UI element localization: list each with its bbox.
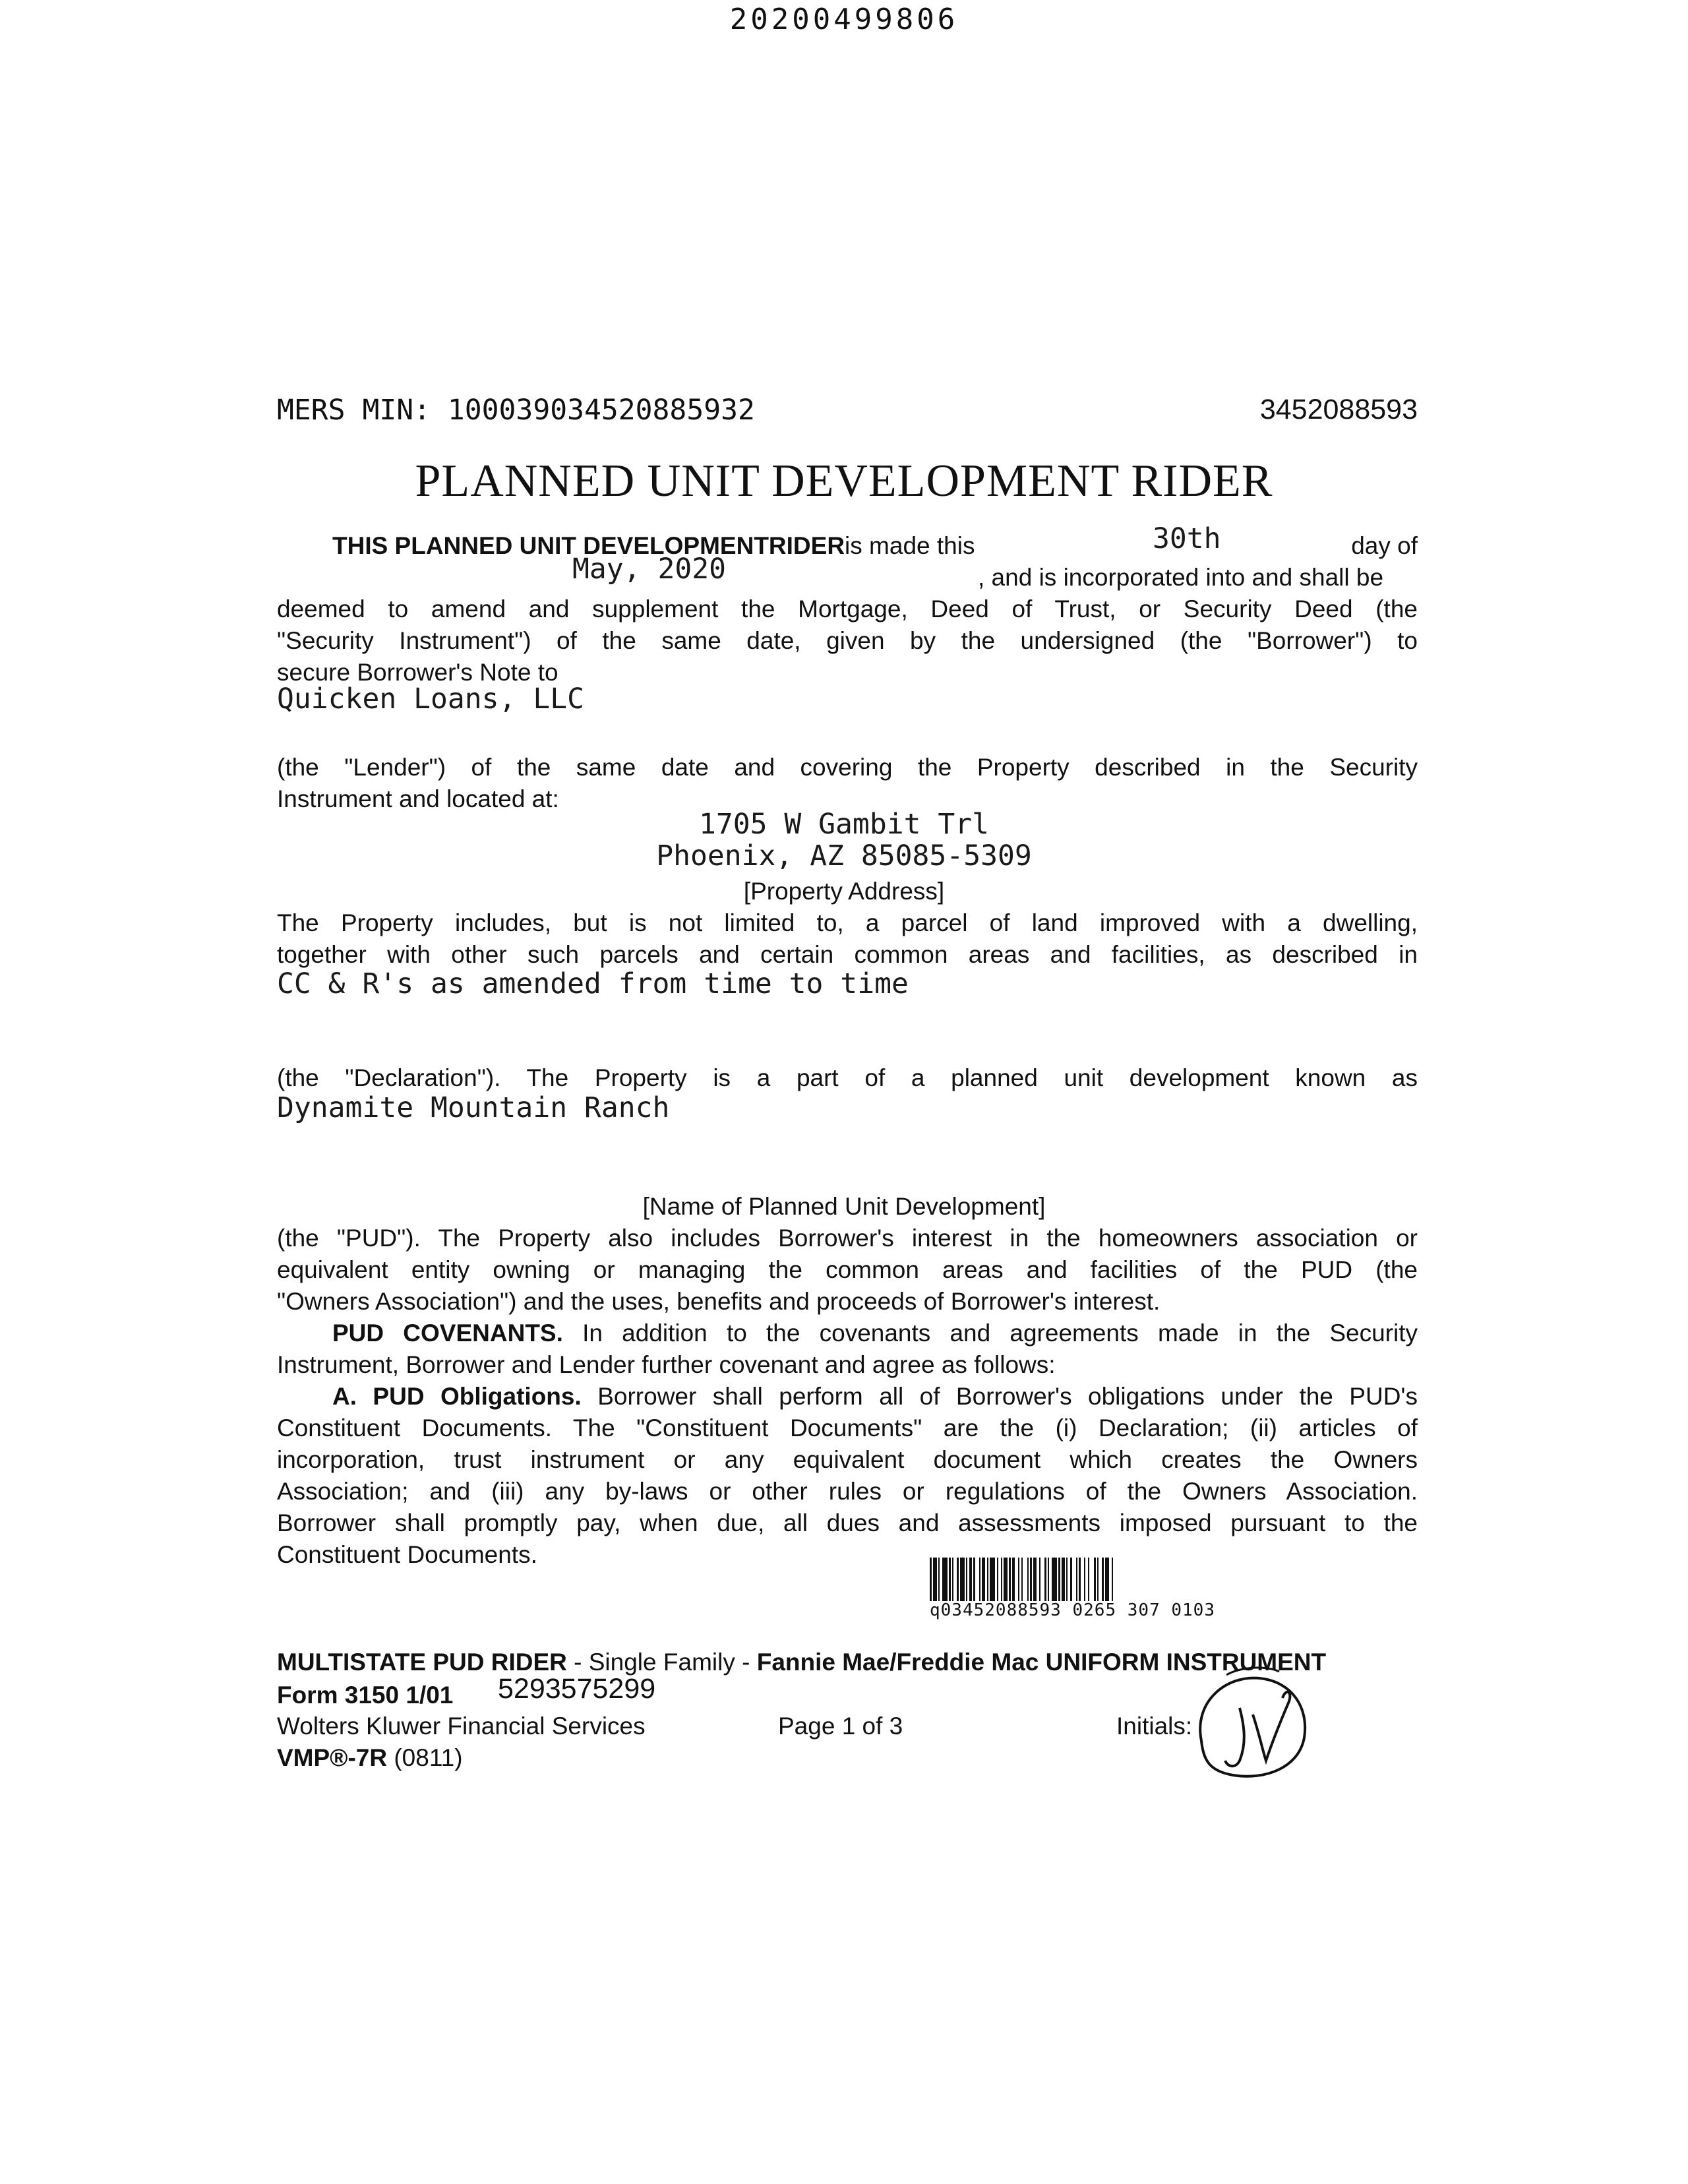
barcode-bar — [1033, 1558, 1037, 1601]
barcode-bar — [966, 1558, 967, 1601]
covenants-heading: PUD COVENANTS. — [332, 1320, 563, 1347]
barcode-bar — [1001, 1558, 1002, 1601]
property-desc-line-1: The Property includes, but is not limited to, a parcel of land improved with a dwelling, — [277, 909, 1418, 936]
barcode-bar — [960, 1558, 965, 1601]
obligations-line-5: Borrower shall promptly pay, when due, all dues and assessments imposed pursuant to the — [277, 1509, 1418, 1536]
barcode-bar — [1009, 1558, 1011, 1601]
intro-lead-rest: is made this — [845, 532, 975, 559]
barcode-bar — [1030, 1558, 1032, 1601]
month-year-value: May, 2020 — [572, 553, 726, 586]
intro-line-3: deemed to amend and supplement the Mortgage, Deed of Trust, or Security Deed (the — [277, 595, 1418, 622]
property-desc-line-5: equivalent entity owning or managing the common areas and facilities of the PUD (the — [277, 1256, 1418, 1283]
covenants-line-1 — [332, 1318, 1418, 1349]
covenants-line-1-rest: In addition to the covenants and agreements made in the Security — [582, 1320, 1418, 1347]
barcode-bar — [938, 1558, 940, 1601]
barcode-bar — [1097, 1558, 1099, 1601]
barcode-bar — [942, 1558, 948, 1601]
barcode-graphic — [930, 1558, 1385, 1601]
covenants-line-2: Instrument, Borrower and Lender further covenant and agree as follows: — [277, 1351, 1056, 1378]
vmp-rest: (0811) — [387, 1744, 463, 1771]
barcode-bar — [1021, 1558, 1023, 1601]
barcode-bar — [1076, 1558, 1077, 1601]
lender-name: Quicken Loans, LLC — [277, 682, 584, 715]
barcode-bar — [1004, 1558, 1008, 1601]
property-address-caption: [Property Address] — [743, 878, 945, 905]
form-label — [277, 1682, 453, 1709]
barcode-bar — [949, 1558, 951, 1601]
barcode-bar — [1112, 1558, 1113, 1601]
vmp-bold: VMP®-7R — [277, 1744, 388, 1771]
pud-name-caption: [Name of Planned Unit Development] — [642, 1193, 1046, 1220]
day-value: 30th — [1153, 522, 1221, 555]
barcode-bar — [957, 1558, 959, 1601]
initials-signature-icon — [1187, 1662, 1319, 1790]
barcode-bar — [1070, 1558, 1072, 1601]
mers-min: MERS MIN: 100039034520885932 — [277, 394, 755, 427]
property-address-line-2: Phoenix, AZ 85085-5309 — [656, 839, 1032, 872]
barcode-bar — [997, 1558, 998, 1601]
barcode-bar — [987, 1558, 988, 1601]
footer-rider-mid: - Single Family - — [566, 1649, 757, 1676]
form-number: 5293575299 — [498, 1673, 656, 1705]
loan-number: 3452088593 — [1259, 394, 1418, 425]
obligations-line-1 — [332, 1381, 1418, 1412]
barcode-bar — [973, 1558, 975, 1601]
obligations-line-3: incorporation, trust instrument or any equivalent document which creates the Owners — [277, 1446, 1418, 1473]
barcode-bar — [952, 1558, 953, 1601]
barcode-bar — [1012, 1558, 1015, 1601]
pud-name: Dynamite Mountain Ranch — [277, 1091, 670, 1124]
barcode-bar — [1048, 1558, 1049, 1601]
barcode-bar — [1058, 1558, 1060, 1601]
declaration-value: CC & R's as amended from time to time — [277, 967, 909, 1000]
barcode-bar — [1039, 1558, 1040, 1601]
intro-line-6: (the "Lender") of the same date and covering the Property described in the Security — [277, 754, 1418, 781]
barcode-bar — [1027, 1558, 1029, 1601]
barcode-bar — [1084, 1558, 1085, 1601]
barcode-bar — [1062, 1558, 1065, 1601]
footer-rider-line — [277, 1649, 1326, 1676]
barcode-bar — [990, 1558, 995, 1601]
barcode-bar — [1018, 1558, 1019, 1601]
property-desc-line-4: (the "PUD"). The Property also includes Borrower's interest in the homeowners association or — [277, 1225, 1418, 1252]
barcode-text: q03452088593 0265 307 0103 — [930, 1600, 1215, 1620]
barcode-bar — [982, 1558, 985, 1601]
initials-label: Initials: — [1116, 1713, 1193, 1740]
barcode — [930, 1558, 1385, 1604]
document-title: PLANNED UNIT DEVELOPMENT RIDER — [415, 456, 1273, 506]
publisher: Wolters Kluwer Financial Services — [277, 1713, 646, 1740]
intro-line-5: secure Borrower's Note to — [277, 659, 558, 686]
barcode-bar — [1079, 1558, 1081, 1601]
incorporated-text: , and is incorporated into and shall be — [978, 564, 1384, 591]
obligations-line-6: Constituent Documents. — [277, 1541, 537, 1568]
footer-rider-bold: MULTISTATE PUD RIDER — [277, 1649, 567, 1676]
obligations-line-4: Association; and (iii) any by-laws or other rules or regulations of the Owners Association. — [277, 1478, 1418, 1505]
footer-rider-uniform: Fannie Mae/Freddie Mac UNIFORM INSTRUMENT — [756, 1649, 1327, 1676]
day-of-label: day of — [1351, 532, 1418, 559]
barcode-bar — [1094, 1558, 1096, 1601]
form-label-text: Form 3150 1/01 — [277, 1682, 454, 1709]
property-desc-line-2: together with other such parcels and certain common areas and facilities, as described in — [277, 941, 1418, 968]
intro-lead-bold: THIS PLANNED UNIT DEVELOPMENTRIDER — [332, 532, 845, 559]
vmp-code — [277, 1744, 463, 1772]
barcode-bar — [969, 1558, 972, 1601]
barcode-bar — [1044, 1558, 1046, 1601]
barcode-bar — [1052, 1558, 1057, 1601]
barcode-bar — [1066, 1558, 1068, 1601]
barcode-bar — [979, 1558, 980, 1601]
obligations-heading: A. PUD Obligations. — [332, 1383, 582, 1410]
property-desc-line-6: "Owners Association") and the uses, benefits and proceeds of Borrower's interest. — [277, 1288, 1160, 1315]
barcode-bar — [930, 1558, 932, 1601]
obligations-line-1-rest: Borrower shall perform all of Borrower's obligations under the PUD's — [597, 1383, 1418, 1410]
barcode-bar — [1088, 1558, 1089, 1601]
barcode-bar — [1105, 1558, 1109, 1601]
intro-line-7: Instrument and located at: — [277, 785, 559, 812]
page-number: Page 1 of 3 — [778, 1713, 903, 1740]
obligations-line-2: Constituent Documents. The "Constituent Documents" are the (i) Declaration; (ii) articles of — [277, 1414, 1418, 1441]
intro-line-4: "Security Instrument") of the same date, given by the undersigned (the "Borrower") to — [277, 627, 1418, 654]
barcode-bar — [1102, 1558, 1104, 1601]
property-desc-line-3: (the "Declaration"). The Property is a part of a planned unit development known as — [277, 1064, 1418, 1091]
property-address-line-1: 1705 W Gambit Trl — [698, 808, 990, 841]
barcode-bar — [933, 1558, 937, 1601]
recording-number: 20200499806 — [729, 3, 959, 36]
